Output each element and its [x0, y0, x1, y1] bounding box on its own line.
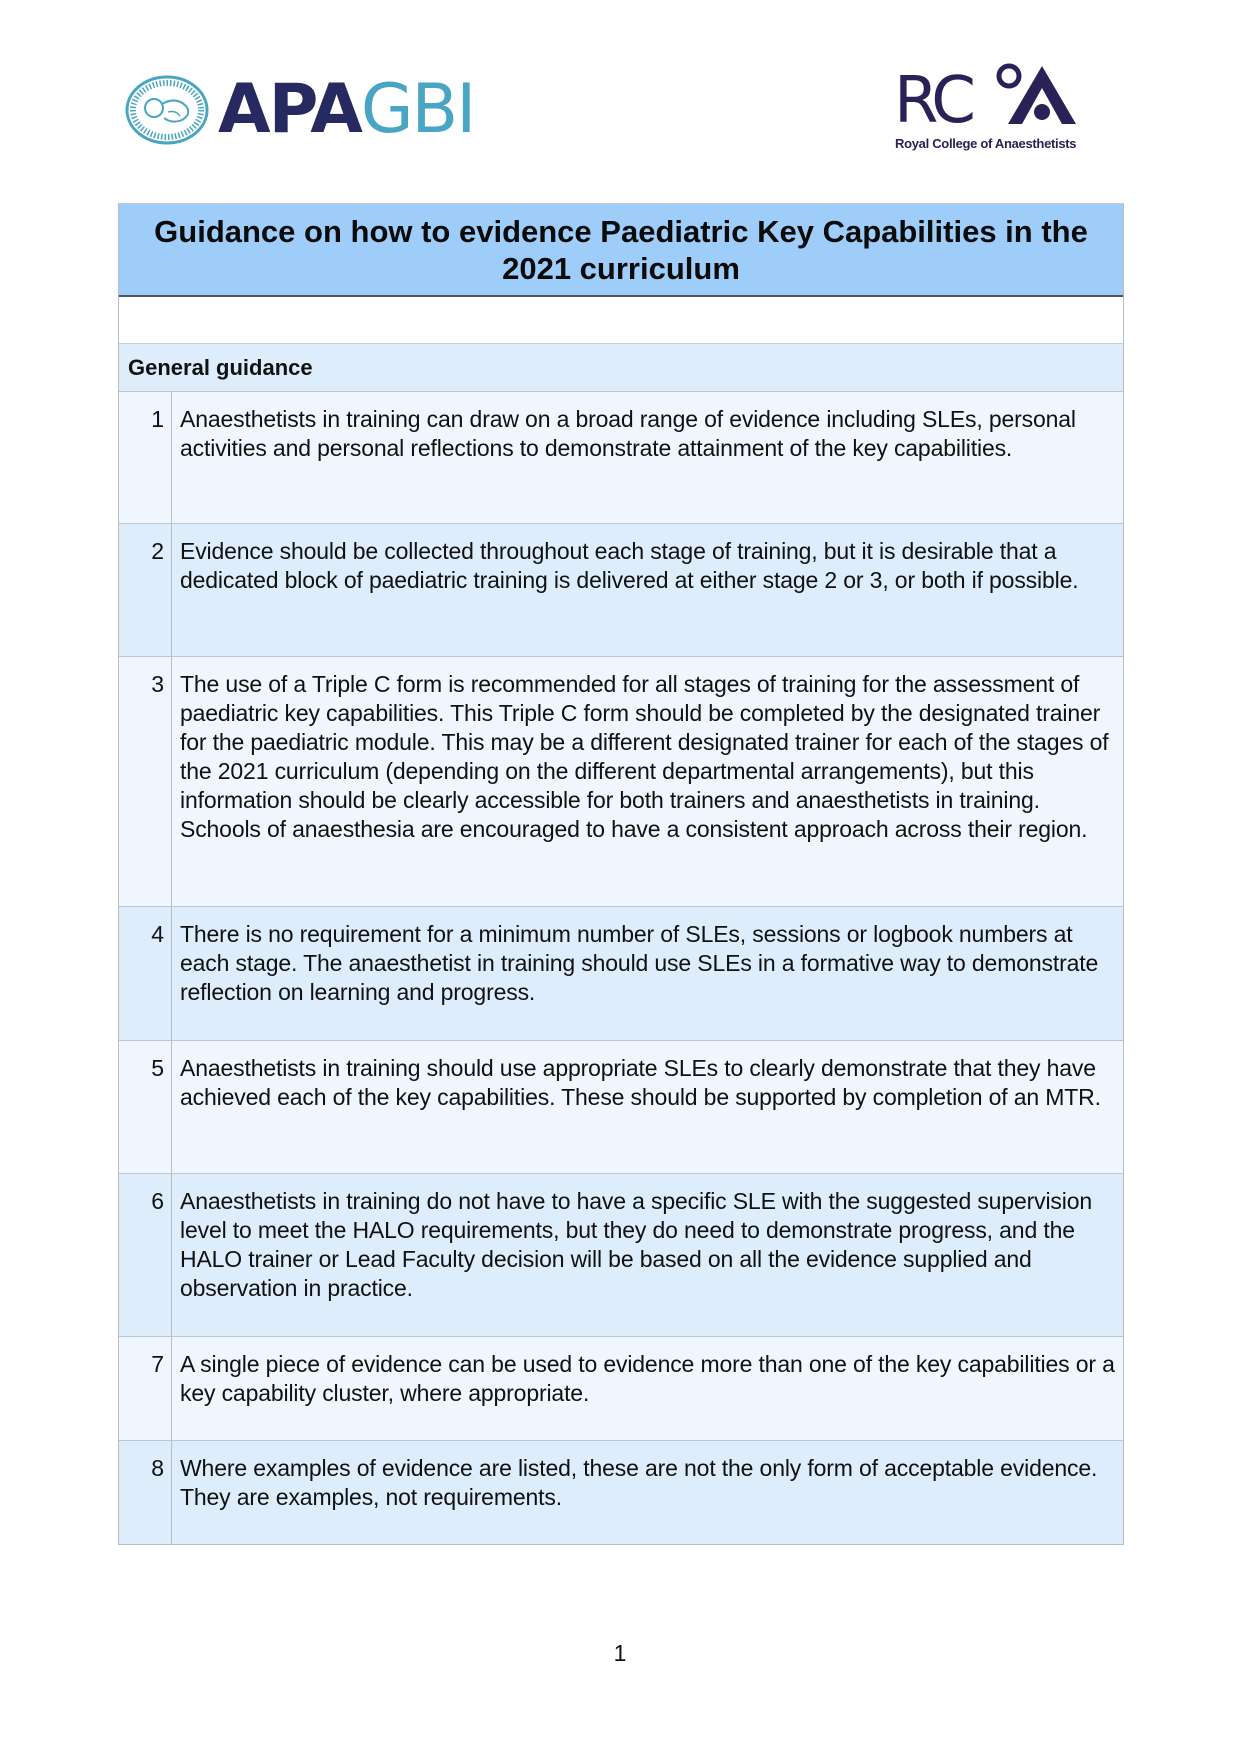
row-number: 3	[119, 657, 172, 906]
rcoa-subtitle: Royal College of Anaesthetists	[895, 136, 1077, 151]
table-row	[119, 657, 1123, 907]
table-row	[119, 392, 1123, 524]
row-text: There is no requirement for a minimum number of SLEs, sessions or logbook numbers at each stage. The anaesthetist in training should use SLEs in a formative way to demonstrate reflection on learning and progress.	[180, 921, 1099, 1005]
row-number: 5	[119, 1041, 172, 1173]
blank-row	[119, 297, 1123, 344]
row-text: Anaesthetists in training should use appropriate SLEs to clearly demonstrate that they have achieved each of the key capabilities. These should be supported by completion of an MTR.	[180, 1055, 1101, 1110]
section-heading-row	[119, 344, 1123, 392]
svg-text:RC: RC	[894, 64, 972, 132]
row-number: 1	[119, 392, 172, 523]
row-number: 4	[119, 907, 172, 1040]
table-row	[119, 524, 1123, 657]
page-number: 1	[613, 1640, 627, 1666]
table-title-cell	[119, 203, 1123, 297]
rcoa-logo	[892, 60, 1102, 160]
row-text: Anaesthetists in training do not have to have a specific SLE with the suggested supervision level to meet the HALO requirements, but they do need to demonstrate progress, and the HALO trainer or Lead Faculty decision will be based on all the evidence supplied and observation in practice.	[180, 1188, 1093, 1301]
page-title: Guidance on how to evidence Paediatric Key Capabilities in the 2021 curriculum	[154, 213, 1088, 286]
guidance-table	[118, 203, 1124, 1545]
table-row	[119, 907, 1123, 1041]
table-row	[119, 1174, 1123, 1337]
row-number: 8	[119, 1441, 172, 1544]
apagbi-logo	[124, 72, 474, 148]
row-text: Where examples of evidence are listed, these are not the only form of acceptable evidence. They are examples, not requirements.	[180, 1455, 1098, 1510]
table-row	[119, 1041, 1123, 1174]
table-row	[119, 1337, 1123, 1441]
row-number: 2	[119, 524, 172, 656]
row-text: A single piece of evidence can be used to evidence more than one of the key capabilities or a key capability cluster, where appropriate.	[180, 1351, 1115, 1406]
apagbi-wordmark-apa: APA	[218, 70, 361, 149]
row-text: Evidence should be collected throughout each stage of training, but it is desirable that a dedicated block of paediatric training is delivered at either stage 2 or 3, or both if possible.	[180, 538, 1079, 593]
section-heading: General guidance	[128, 354, 313, 380]
apagbi-infant-emblem-icon	[124, 74, 210, 146]
apagbi-wordmark-gbi: GBI	[360, 70, 475, 149]
row-text: Anaesthetists in training can draw on a broad range of evidence including SLEs, personal activities and personal reflections to demonstrate attainment of the key capabilities.	[180, 406, 1076, 461]
row-number: 7	[119, 1337, 172, 1440]
table-row	[119, 1441, 1123, 1544]
rcoa-mark-icon	[892, 60, 1102, 132]
apagbi-wordmark	[218, 70, 475, 149]
row-text: The use of a Triple C form is recommended for all stages of training for the assessment of paediatric key capabilities. This Triple C form should be completed by the designated trainer for the paediatric module. This may be a different designated trainer for each of the stages of the 2021 curriculum (depending on the different departmental arrangements), but this information should be clearly accessible for both trainers and anaesthetists in training. Schools of anaesthesia are encouraged to have a consistent approach across their region.	[180, 671, 1109, 842]
row-number: 6	[119, 1174, 172, 1336]
